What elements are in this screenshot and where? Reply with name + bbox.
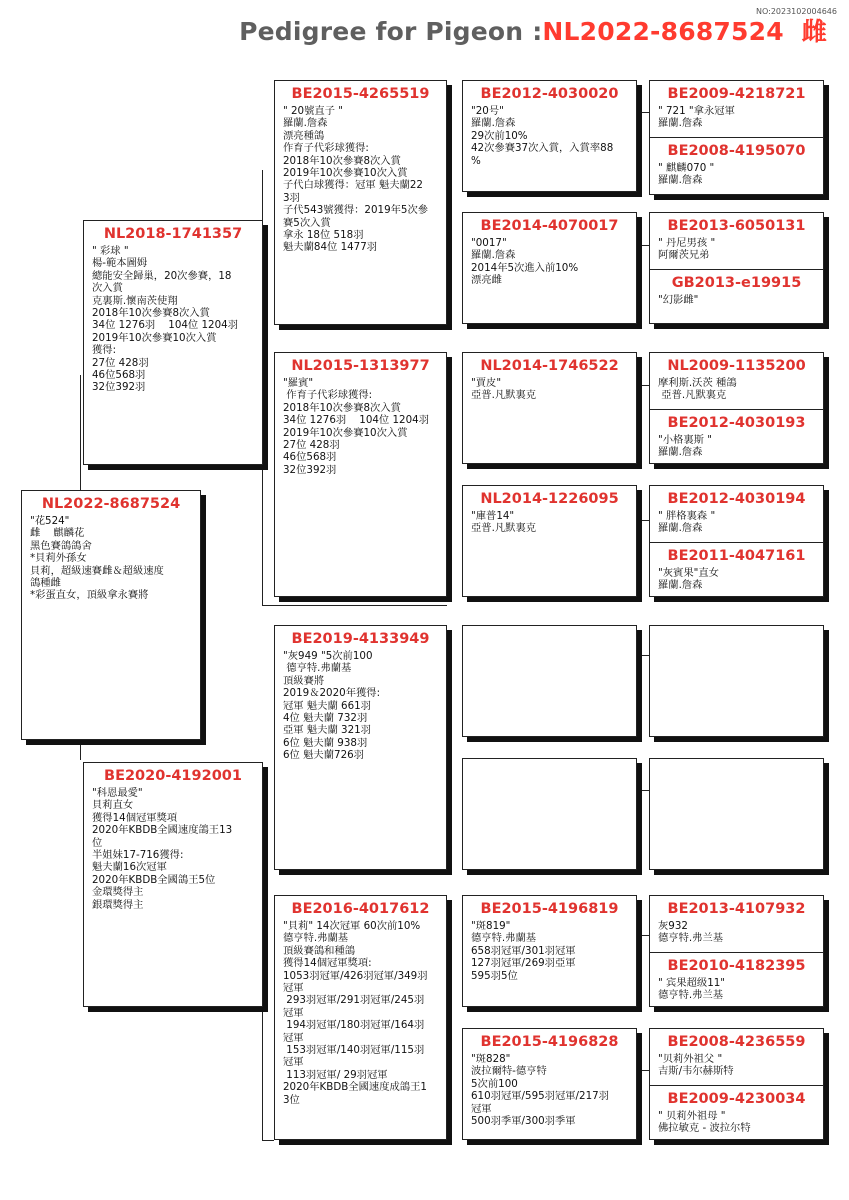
ring-number: BE2020-4192001	[104, 768, 242, 784]
connector	[447, 660, 448, 760]
ring-number: GB2013-e19915	[671, 275, 802, 291]
title-prefix: Pedigree for Pigeon :	[239, 17, 543, 46]
ring-number: BE2013-4107932	[667, 901, 806, 917]
gen5-card	[649, 1028, 824, 1140]
ring-number: BE2013-6050131	[667, 218, 806, 234]
father-card	[83, 220, 263, 465]
connector	[637, 520, 649, 521]
pigeon-info: " 彩球 " 楊-範本圖姆 總能安全歸巢，20次參賽，18 次入賞 克裏斯.懷南茨使翔 2018年10次參賽8次入賞 34位 1276羽 104位 1204羽 2019年10次參賽10次入賞 獲得: 27位 428羽 46位568羽 32位392羽	[92, 245, 238, 394]
great-grandparent-card-empty	[462, 625, 637, 737]
connector	[637, 935, 649, 936]
paternal-grandfather-card	[274, 80, 447, 325]
divider	[650, 409, 823, 459]
ring-number: BE2008-4195070	[667, 143, 806, 159]
pigeon-info: "花524" 雌 麒麟花 黑色賽鴿鴿舍 *貝莉外孫女 貝莉，超級速賽雌＆超級速度 鴿種雌 *彩蛋直女，頂級拿永賽將	[30, 515, 164, 602]
gen5-card	[649, 352, 824, 464]
divider	[650, 952, 823, 1002]
connector	[637, 112, 649, 113]
maternal-grandfather-card	[274, 625, 447, 870]
great-grandparent-card-empty	[462, 758, 637, 870]
ring-number: NL2009-1135200	[667, 358, 806, 374]
ring-number: BE2014-4070017	[480, 218, 619, 234]
ring-number: BE2019-4133949	[291, 631, 430, 647]
gen5-card	[649, 485, 824, 597]
connector	[262, 1140, 274, 1141]
gen5-card-empty	[649, 625, 824, 737]
ring-number: BE2015-4196819	[480, 901, 619, 917]
connector	[637, 1070, 649, 1071]
pigeon-info: " 贝莉外祖母 " 佛拉敏克 - 波拉尔特	[658, 1110, 751, 1135]
page-title	[0, 12, 849, 48]
pigeon-info: " 丹尼男孩 " 阿爾茨兄弟	[658, 237, 716, 262]
subject-card	[21, 490, 201, 740]
great-grandparent-card	[462, 352, 637, 464]
pigeon-info: " 麒麟070 " 羅蘭.詹森	[658, 162, 715, 187]
ring-number: BE2015-4265519	[291, 86, 430, 102]
pigeon-info: " 20號直子 " 羅蘭.詹森 漂亮種鴿 作育子代彩球獲得: 2018年10次參賽8次入賞 2019年10次參賽10次入賞 子代白球獲得：冠軍 魁夫蘭22 3羽 子代543號獲得：2019年5次參 賽5次入賞 拿永 18位 518羽 魁夫蘭84位 1477羽	[283, 105, 429, 254]
divider	[650, 1085, 823, 1135]
pigeon-info: 摩利斯.沃茨 種鴿 亞普.凡默裏克	[658, 377, 737, 402]
ring-number: BE2012-4030194	[667, 491, 806, 507]
ring-number: BE2008-4236559	[667, 1034, 806, 1050]
connector	[637, 790, 649, 791]
ring-number: NL2014-1746522	[480, 358, 619, 374]
ring-number: BE2011-4047161	[667, 548, 806, 564]
pigeon-info: "科恩最愛" 貝莉直女 獲得14個冠軍獎項 2020年KBDB全國速度鴿王13 位 半姐妹17-716獲得: 魁夫蘭16次冠軍 2020年KBDB全國鴿王5位 金環獎得主 銀環獎得主	[92, 787, 233, 911]
pigeon-info: "灰949 "5次前100 德亨特.弗蘭基 頂級賽將 2019＆2020年獲得: 冠軍 魁夫蘭 661羽 4位 魁夫蘭 732羽 亞軍 魁夫蘭 321羽 6位 魁夫蘭 938羽 6位 魁夫蘭726羽	[283, 650, 381, 762]
paternal-grandmother-card	[274, 352, 447, 597]
ring-number: NL2014-1226095	[480, 491, 619, 507]
ring-number: BE2009-4230034	[667, 1091, 806, 1107]
pigeon-info: "灰賓果"直女 羅蘭.詹森	[658, 567, 719, 592]
pigeon-info: "小格裏斯 " 羅蘭.詹森	[658, 434, 712, 459]
connector	[637, 385, 649, 386]
pigeon-info: "贝莉外祖父 " 吉斯/韦尔赫斯特	[658, 1053, 734, 1078]
pigeon-info: "斑819" 德亨特.弗蘭基 658羽冠軍/301羽冠軍 127羽冠軍/269羽亞軍 595羽5位	[471, 920, 576, 982]
pigeon-info: 灰932 德亨特.弗兰基	[658, 920, 724, 945]
pigeon-info: "貝莉" 14次冠軍 60次前10% 德亨特.弗蘭基 頂級賽鴿和種鴿 獲得14個冠軍獎項: 1053羽冠軍/426羽冠軍/349羽 冠軍 293羽冠軍/291羽冠軍/245羽 冠軍 194羽冠軍/180羽冠軍/164羽 冠軍 153羽冠軍/140羽冠軍/115羽 冠軍 113羽冠軍/ 29羽冠軍 2020年KBDB全國速度成鴿王1 3位	[283, 920, 428, 1106]
pigeon-info: "庫普14" 亞普.凡默裏克	[471, 510, 537, 535]
divider	[650, 137, 823, 187]
great-grandparent-card	[462, 80, 637, 192]
great-grandparent-card	[462, 485, 637, 597]
gen5-card	[649, 80, 824, 195]
pigeon-info: "幻影雌"	[658, 294, 699, 306]
great-grandparent-card	[462, 1028, 637, 1140]
ring-number: BE2009-4218721	[667, 86, 806, 102]
pigeon-info: " 宾果超级11" 德亨特.弗兰基	[658, 977, 726, 1002]
pigeon-info: "羅賓" 作育子代彩球獲得: 2018年10次參賽8次入賞 34位 1276羽 104位 1204羽 2019年10次參賽10次入賞 27位 428羽 46位568羽 32位392羽	[283, 377, 429, 476]
connector	[447, 178, 448, 243]
gen5-card-empty	[649, 758, 824, 870]
divider	[650, 542, 823, 592]
connector	[447, 410, 448, 510]
ring-number: BE2015-4196828	[480, 1034, 619, 1050]
pigeon-info: "20号" 羅蘭.詹森 29次前10% 42次參賽37次入賞，入賞率88 %	[471, 105, 614, 167]
pigeon-info: "賈皮" 亞普.凡默裏克	[471, 377, 537, 402]
connector	[637, 655, 649, 656]
pigeon-info: " 胖格裏森 " 羅蘭.詹森	[658, 510, 716, 535]
connector	[447, 935, 448, 1035]
pigeon-info: " 721 "拿永冠軍 羅蘭.詹森	[658, 105, 735, 130]
title-sex: 雌	[801, 17, 827, 46]
ring-number: BE2012-4030020	[480, 86, 619, 102]
connector	[637, 245, 649, 246]
pigeon-info: "斑828" 波拉爾特-德亨特 5次前100 610羽冠軍/595羽冠軍/217羽 冠軍 500羽季軍/300羽季軍	[471, 1053, 609, 1128]
great-grandparent-card	[462, 212, 637, 324]
connector	[262, 605, 447, 606]
pigeon-info: "0017" 羅蘭.詹森 2014年5次進入前10% 漂亮雌	[471, 237, 579, 287]
ring-number: NL2022-8687524	[41, 496, 181, 512]
title-ring-number: NL2022-8687524	[542, 17, 784, 46]
document-number: NO:2023102004646	[755, 7, 837, 16]
ring-number: BE2010-4182395	[667, 958, 806, 974]
divider	[650, 269, 823, 306]
ring-number: NL2015-1313977	[291, 358, 430, 374]
mother-card	[83, 762, 263, 1007]
gen5-card	[649, 895, 824, 1007]
ring-number: BE2016-4017612	[291, 901, 430, 917]
maternal-grandmother-card	[274, 895, 447, 1140]
ring-number: NL2018-1741357	[103, 226, 243, 242]
great-grandparent-card	[462, 895, 637, 1007]
connector	[80, 375, 81, 490]
gen5-card	[649, 212, 824, 324]
ring-number: BE2012-4030193	[667, 415, 806, 431]
